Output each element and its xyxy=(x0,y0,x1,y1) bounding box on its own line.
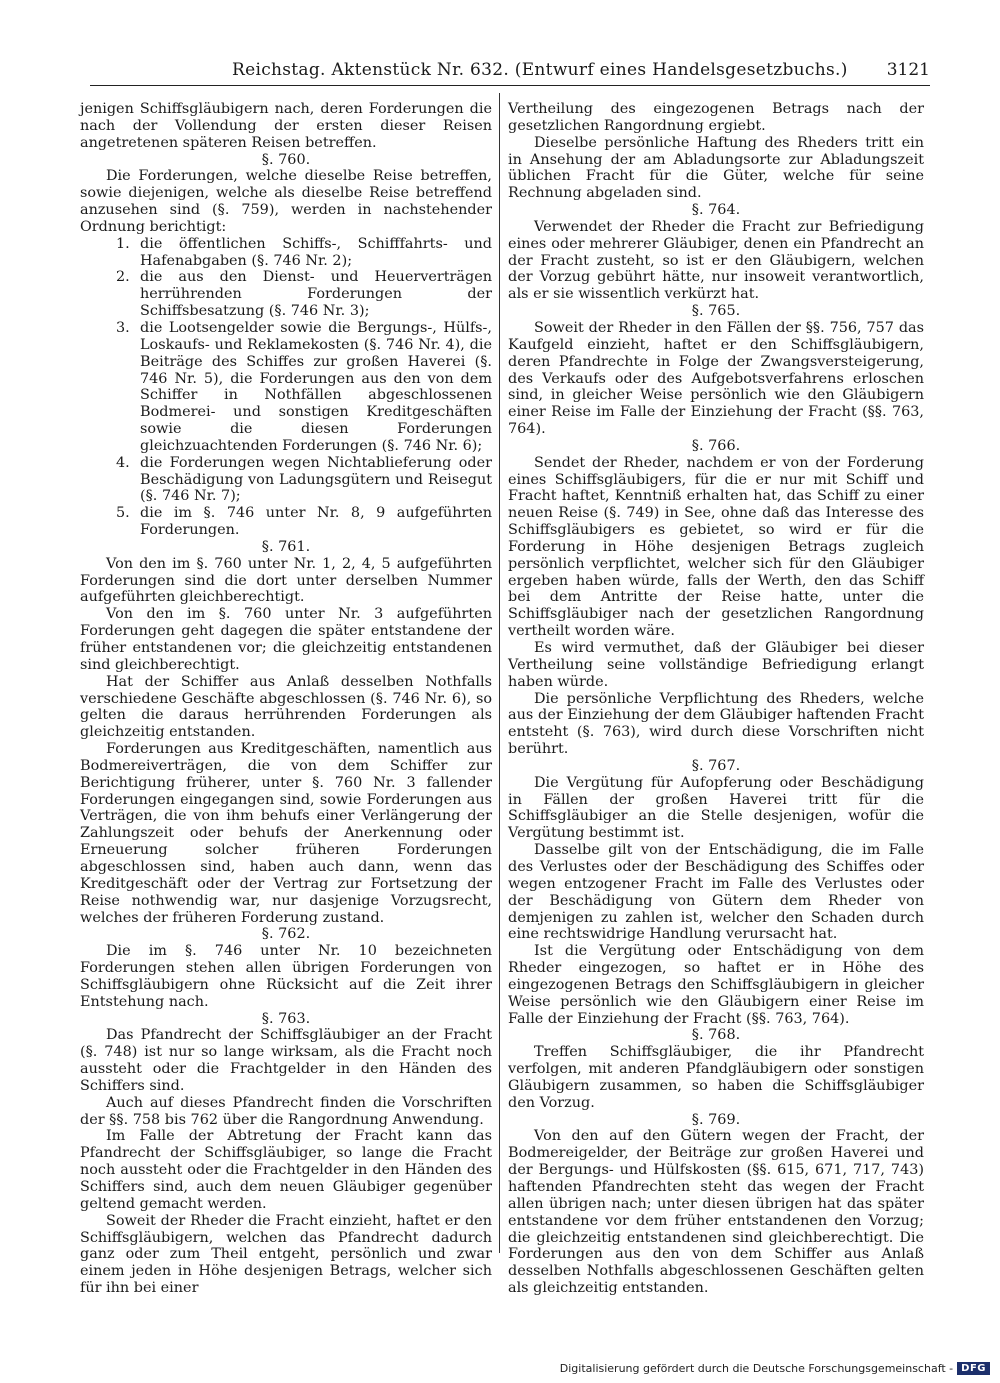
right-column xyxy=(508,101,924,1297)
paragraph: Forderungen aus Kreditgeschäften, namentlich aus Bodmereiverträgen, die von dem Schiffer zur Berichtigung früherer, unter §. 760 Nr. 3 fallender Forderungen eingegangen sind, sowie Forderungen aus Verträgen, die von ihm behufs einer Verlängerung der Zahlungszeit oder behufs der Anerkennung oder Erneuerung solcher früheren Forderungen abgeschlossen sind, haben auch dann, wenn das Kreditgeschäft oder der Vertrag zur Fortsetzung der Reise nothwendig war, nur dasjenige Vorzugsrecht, welches der früheren Forderung zustand. xyxy=(80,741,492,926)
paragraph: Treffen Schiffsgläubiger, die ihr Pfandrecht verfolgen, mit anderen Pfandgläubigern oder sonstigen Gläubigern zusammen, so haben die Schiffsgläubiger den Vorzug. xyxy=(508,1044,924,1111)
section-heading: §. 769. xyxy=(691,1111,741,1128)
section-heading: §. 768. xyxy=(691,1027,741,1044)
list-number: 2. xyxy=(116,269,130,286)
list-text: die Lootsengelder sowie die Bergungs-, Hülfs-, Loskaufs- und Reklamekosten (§. 746 Nr. 4), die Beiträge des Schiffes zur großen Haverei (§. 746 Nr. 5), die Forderungen aus den von dem Schiffer in Nothfällen abgeschlossenen Bodmerei- und sonstigen Kreditgeschäften sowie die diesen Forderungen gleichzuachtenden Forderungen (§. 746 Nr. 6); xyxy=(140,319,492,454)
paragraph: Es wird vermuthet, daß der Gläubiger bei dieser Vertheilung seine vollständige Befriedigung erlangt haben würde. xyxy=(508,640,924,690)
list-text: die aus den Dienst- und Heuerverträgen herrührenden Forderungen der Schiffsbesatzung (§. 746 Nr. 3); xyxy=(140,269,492,320)
left-column xyxy=(80,101,492,1297)
list-item xyxy=(80,505,492,539)
paragraph: Verwendet der Rheder die Fracht zur Befriedigung eines oder mehrerer Gläubiger, denen ein Pfandrecht an der Fracht zusteht, so ist er den Gläubigern, welchen der Vorzug gebührt hätte, nur insoweit verantwortlich, als er sie wissentlich verkürzt hat. xyxy=(508,218,924,303)
list-item xyxy=(80,320,492,455)
paragraph: Sendet der Rheder, nachdem er von der Forderung eines Schiffsgläubigers, für die er nur mit Schiff und Fracht haftet, Kenntniß erhalten hat, das Schiff zu einer neuen Reise (§. 749) in See, ohne daß das Interesse des Schiffsgläubigers es gebietet, so wird er für die Forderung in Höhe desjenigen Betrags zugleich persönlich verpflichtet, welcher sich für den Gläubiger ergeben haben würde, falls der Werth, den das Schiff bei dem Antritte der Reise hatte, unter die Schiffsgläubiger nach der gesetzlichen Rangordnung vertheilt worden wäre. xyxy=(508,454,924,640)
list-number: 3. xyxy=(116,319,130,336)
column-divider xyxy=(499,93,500,1253)
paragraph: Soweit der Rheder die Fracht einzieht, haftet er den Schiffsgläubigern, welchen das Pfandrecht dadurch ganz oder zum Theil entgeht, persönlich und zwar einem jeden in Höhe desjenigen Betrags, welcher sich für ihn bei einer xyxy=(80,1212,492,1297)
section-heading: §. 762. xyxy=(261,926,311,943)
list-number: 1. xyxy=(116,235,130,252)
paragraph: Von den im §. 760 unter Nr. 3 aufgeführten Forderungen geht dagegen die später entstandene der früher entstandenen vor; die gleichzeitig entstandenen sind gleichberechtigt. xyxy=(80,606,492,673)
paragraph: Von den auf den Gütern wegen der Fracht, der Bodmereigelder, der Beiträge zur großen Haverei und der Bergungs- und Hülfskosten (§§. 615, 671, 717, 743) haftenden Pfandrechten steht das wegen der Fracht allen übrigen nach; unter diesen übrigen hat das später entstandene vor dem früher entstandenen den Vorzug; die gleichzeitig entstandenen sind gleichberechtigt. Die Forderungen aus den von dem Schiffer aus Anlaß desselben Nothfalls abgeschlossenen Geschäften gelten als gleichzeitig entstanden. xyxy=(508,1128,924,1297)
list-text: die Forderungen wegen Nichtablieferung oder Beschädigung von Ladungsgütern und Reisegut (§. 746 Nr. 7); xyxy=(140,454,492,505)
header-rule xyxy=(90,85,930,86)
paragraph: Von den im §. 760 unter Nr. 1, 2, 4, 5 aufgeführten Forderungen sind die dort unter derselben Nummer aufgeführten gleichberechtigt. xyxy=(80,555,492,606)
paragraph: Hat der Schiffer aus Anlaß desselben Nothfalls verschiedene Geschäfte abgeschlossen (§. 746 Nr. 6), so gelten die daraus herrührenden Forderungen als gleichzeitig entstanden. xyxy=(80,673,492,741)
paragraph: Die Vergütung für Aufopferung oder Beschädigung in Fällen der großen Haverei tritt für die Schiffsgläubiger an die Stelle desjenigen, wofür die Vergütung bestimmt ist. xyxy=(508,774,924,842)
page-number: 3121 xyxy=(886,60,930,80)
section-heading: §. 763. xyxy=(261,1010,311,1027)
paragraph: Im Falle der Abtretung der Fracht kann das Pfandrecht der Schiffsgläubiger, so lange die Fracht noch aussteht oder die Frachtgelder in den Händen des Schiffers sind, auch dem neuen Gläubiger gegenüber geltend gemacht werden. xyxy=(80,1128,492,1212)
digitization-credit xyxy=(560,1362,990,1375)
dfg-logo: DFG xyxy=(957,1362,990,1375)
continuation-text: Vertheilung des eingezogenen Betrags nach der gesetzlichen Rangordnung ergiebt. xyxy=(508,101,924,134)
list-item xyxy=(80,269,492,320)
section-heading: §. 761. xyxy=(261,538,311,555)
continuation-text: jenigen Schiffsgläubigern nach, deren Forderungen die nach der Vollendung der ersten dieser Reisen angetretenen späteren Reisen betreffen. xyxy=(80,101,492,151)
section-heading: §. 764. xyxy=(691,202,741,219)
section-heading: §. 760. xyxy=(261,151,311,168)
enumerated-list xyxy=(80,236,492,539)
paragraph: Die Forderungen, welche dieselbe Reise betreffen, sowie diejenigen, welche als dieselbe Reise betreffend anzusehen sind (§. 759), werden in nachstehender Ordnung berichtigt: xyxy=(80,168,492,235)
list-item xyxy=(80,455,492,506)
section-heading: §. 765. xyxy=(691,303,741,320)
section-heading: §. 767. xyxy=(691,757,741,774)
header-title: Reichstag. Aktenstück Nr. 632. (Entwurf eines Handelsgesetzbuchs.) xyxy=(232,60,848,80)
paragraph: Die persönliche Verpflichtung des Rheders, welche aus der Einziehung der dem Gläubiger haftenden Fracht entsteht (§. 763), wird durch diese Vorschriften nicht berührt. xyxy=(508,690,924,758)
paragraph: Dieselbe persönliche Haftung des Rheders tritt ein in Ansehung der am Abladungsorte zur Abladungszeit üblichen Fracht für die Güter, welche für seine Rechnung abgeladen sind. xyxy=(508,134,924,202)
paragraph: Auch auf dieses Pfandrecht finden die Vorschriften der §§. 758 bis 762 über die Rangordnung Anwendung. xyxy=(80,1094,492,1128)
page-header xyxy=(90,60,930,86)
paragraph: Soweit der Rheder in den Fällen der §§. 756, 757 das Kaufgeld einzieht, haftet er den Schiffsgläubigern, deren Pfandrechte in Folge der Zwangsversteigerung, des Verkaufs oder des Aufgebotsverfahrens erloschen sind, in gleicher Weise persönlich wie den Gläubigern einer Reise im Falle der Einziehung der Fracht (§§. 763, 764). xyxy=(508,319,924,438)
list-item xyxy=(80,236,492,270)
paragraph: Dasselbe gilt von der Entschädigung, die im Falle des Verlustes oder der Beschädigung des Schiffes oder wegen entzogener Fracht im Falle des Verlustes oder der Beschädigung von Gütern dem Rheder von demjenigen zu zahlen ist, welcher den Schaden durch eine rechtswidrige Handlung verursacht hat. xyxy=(508,842,924,943)
credit-text: Digitalisierung gefördert durch die Deutsche Forschungsgemeinschaft - xyxy=(559,1362,954,1375)
list-text: die im §. 746 unter Nr. 8, 9 aufgeführten Forderungen. xyxy=(140,505,492,539)
list-text: die öffentlichen Schiffs-, Schifffahrts- und Hafenabgaben (§. 746 Nr. 2); xyxy=(140,235,492,269)
paragraph: Das Pfandrecht der Schiffsgläubiger an der Fracht (§. 748) ist nur so lange wirksam, als die Fracht noch aussteht oder die Frachtgelder in den Händen des Schiffers sind. xyxy=(80,1027,492,1094)
section-heading: §. 766. xyxy=(691,437,741,454)
list-number: 4. xyxy=(116,454,130,471)
paragraph: Ist die Vergütung oder Entschädigung von dem Rheder eingezogen, so haftet er in Höhe des eingezogenen Betrags den Schiffsgläubigern in gleicher Weise persönlich wie den Gläubigern einer Reise im Falle der Einziehung der Fracht (§§. 763, 764). xyxy=(508,943,924,1027)
list-number: 5. xyxy=(116,505,130,522)
paragraph: Die im §. 746 unter Nr. 10 bezeichneten Forderungen stehen allen übrigen Forderungen von Schiffsgläubigern ohne Rücksicht auf die Zeit ihrer Entstehung nach. xyxy=(80,943,492,1010)
